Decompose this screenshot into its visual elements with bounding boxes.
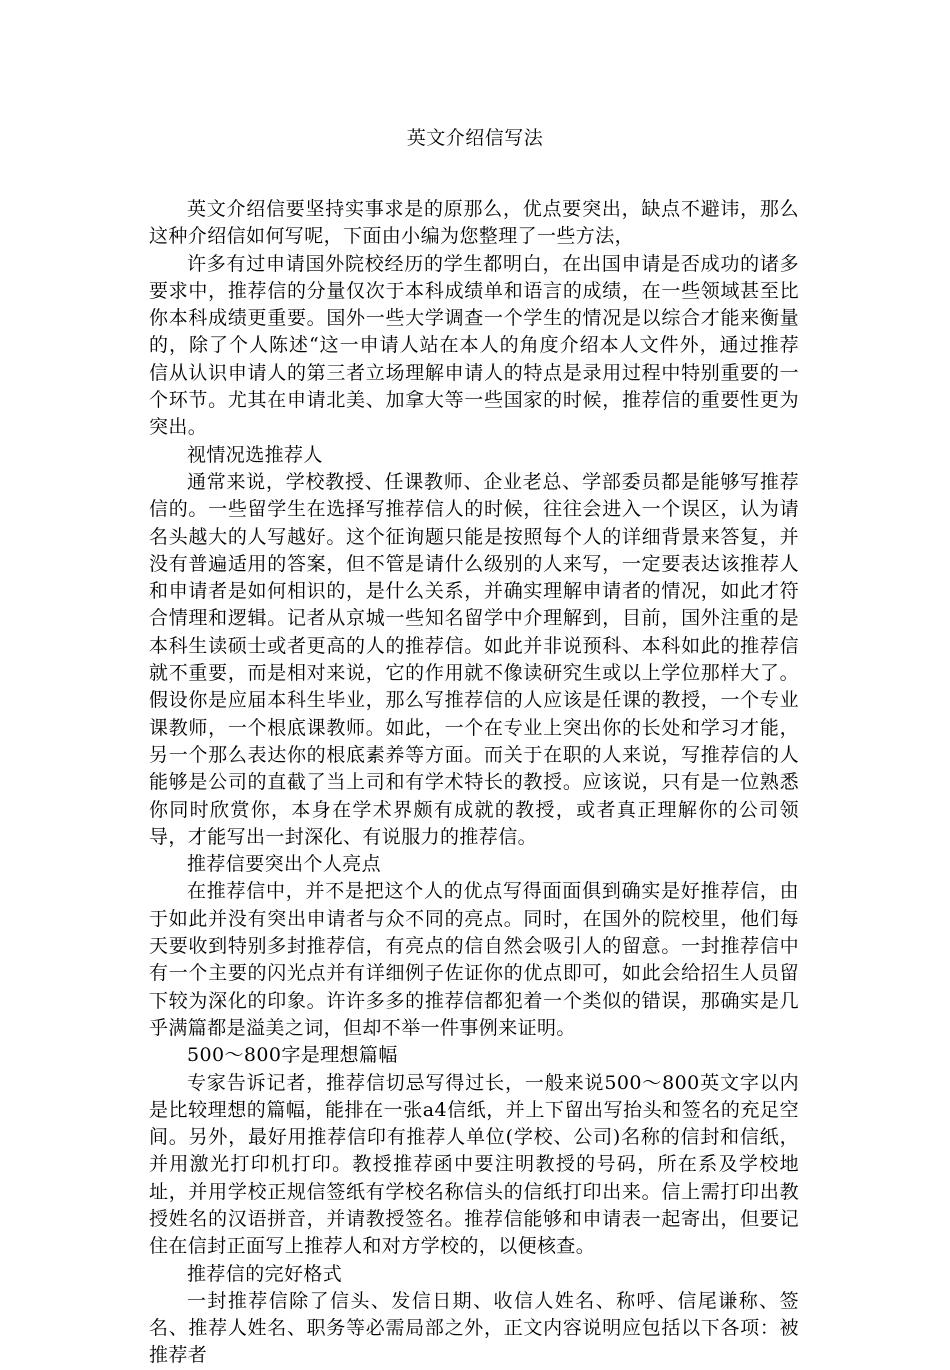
paragraph: 英文介绍信要坚持实事求是的原那么，优点要突出，缺点不避讳，那么这种介绍信如何写呢，下面由小编为您整理了一些方法， <box>149 198 799 248</box>
section-heading: 视情况选推荐人 <box>187 443 323 466</box>
paragraph: 通常来说，学校教授、任课教师、企业老总、学部委员都是能够写推荐信的。一些留学生在选择写推荐信人的时候，往往会进入一个误区，认为请名头越大的人写越好。这个征询题只能是按照每个人的详细背景来答复，并没有普遍适用的答案，但不管是请什么级别的人来写，一定要表达该推荐人和申请者是如何相识的，是什么关系，并确实理解申请者的情况，如此才符合情理和逻辑。记者从京城一些知名留学中介理解到，目前，国外注重的是本科生读硕士或者更高的人的推荐信。如此并非说预科、本科如此的推荐信就不重要，而是相对来说，它的作用就不像读研究生或以上学位那样大了。假设你是应届本科生毕业，那么写推荐信的人应该是任课的教授，一个专业课教师，一个根底课教师。如此，一个在专业上突出你的长处和学习才能，另一个那么表达你的根底素养等方面。而关于在职的人来说，写推荐信的人能够是公司的直截了当上司和有学术特长的教授。应该说，只有是一位熟悉你同时欣赏你，本身在学术界颇有成就的教授，或者真正理解你的公司领导，才能写出一封深化、有说服力的推荐信。 <box>149 470 799 848</box>
paragraph: 专家告诉记者，推荐信切忌写得过长，一般来说500～800英文字以内是比较理想的篇幅，能排在一张a4信纸，并上下留出写抬头和签名的充足空间。另外，最好用推荐信印有推荐人单位(学校、公司)名称的信封和信纸，并用激光打印机打印。教授推荐函中要注明教授的号码，所在系及学校地址，并用学校正规信签纸有学校名称信头的信纸打印出来。信上需打印出教授姓名的汉语拼音，并请教授签名。推荐信能够和申请表一起寄出，但要记住在信封正面写上推荐人和对方学校的，以便核查。 <box>149 1071 799 1258</box>
paragraph: 在推荐信中，并不是把这个人的优点写得面面俱到确实是好推荐信，由于如此并没有突出申请者与众不同的亮点。同时，在国外的院校里，他们每天要收到特别多封推荐信，有亮点的信自然会吸引人的留意。一封推荐信中有一个主要的闪光点并有详细例子佐证你的优点即可，如此会给招生人员留下较为深化的印象。许许多多的推荐信都犯着一个类似的错误，那确实是几乎满篇都是溢美之词，但却不举一件事例来证明。 <box>149 880 799 1039</box>
section-heading: 500～800字是理想篇幅 <box>187 1044 398 1067</box>
page-title: 英文介绍信写法 <box>406 127 544 149</box>
document-body <box>149 196 799 1370</box>
paragraph: 一封推荐信除了信头、发信日期、收信人姓名、称呼、信尾谦称、签名、推荐人姓名、职务等必需局部之外，正文内容说明应包括以下各项：被推荐者 <box>149 1289 799 1367</box>
section-heading: 推荐信要突出个人亮点 <box>187 853 382 876</box>
section-heading: 推荐信的完好格式 <box>187 1262 343 1285</box>
paragraph: 许多有过申请国外院校经历的学生都明白，在出国申请是否成功的诸多要求中，推荐信的分量仅次于本科成绩单和语言的成绩，在一些领域甚至比你本科成绩更重要。国外一些大学调查一个学生的情况是以综合才能来衡量的，除了个人陈述“这一申请人站在本人的角度介绍本人文件外，通过推荐信从认识申请人的第三者立场理解申请人的特点是录用过程中特别重要的一个环节。尤其在申请北美、加拿大等一些国家的时候，推荐信的重要性更为突出。 <box>149 252 799 439</box>
